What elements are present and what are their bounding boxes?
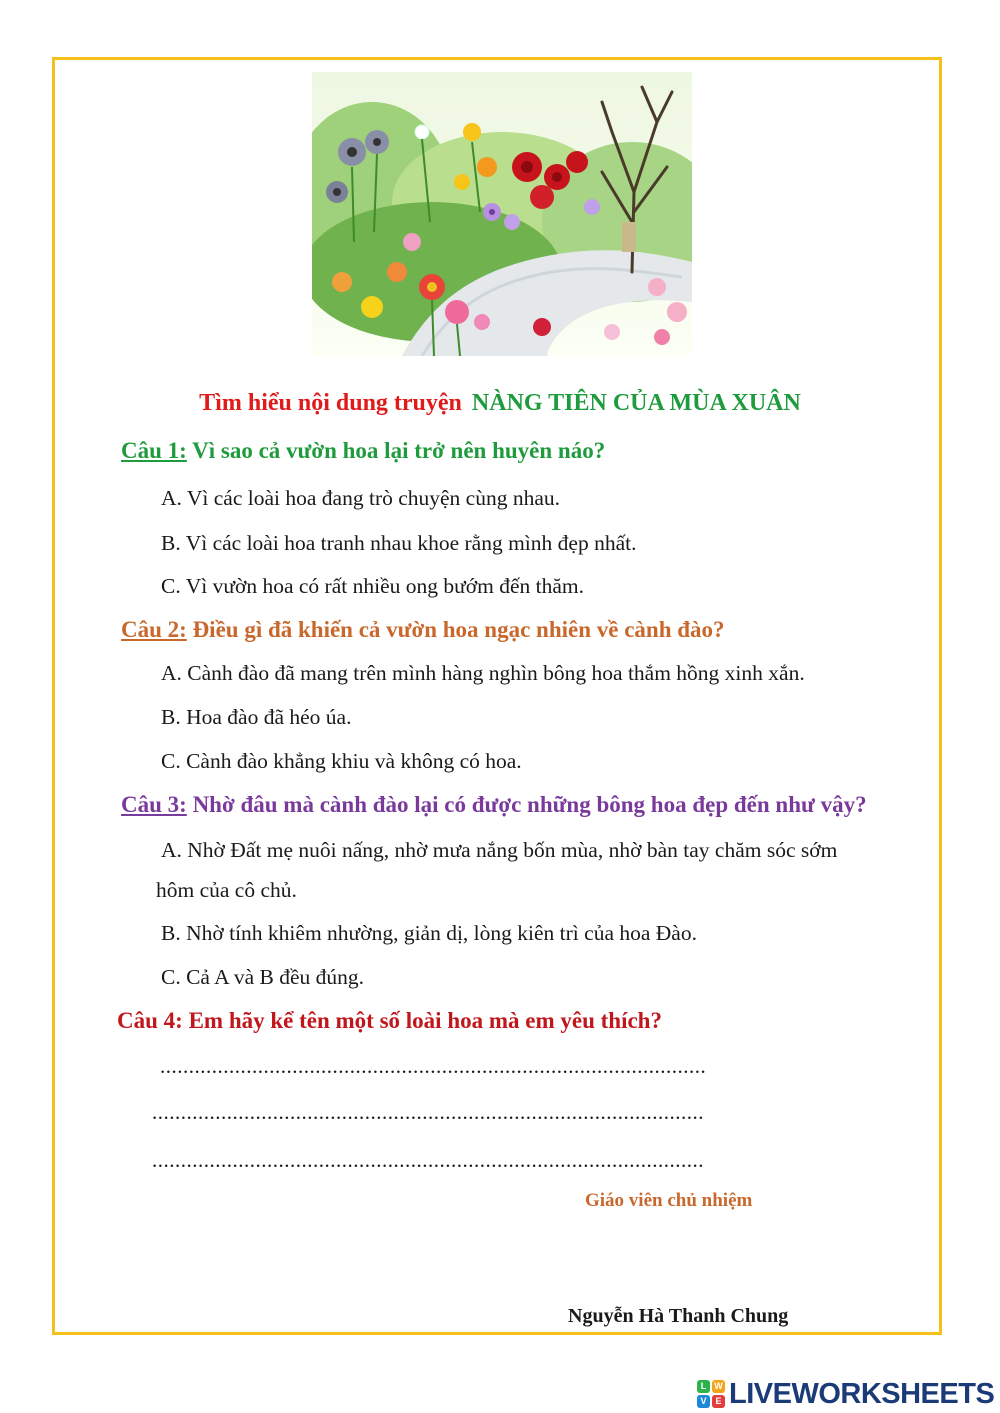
q2-option-b: B. Hoa đào đã héo úa. (161, 705, 352, 729)
liveworksheets-watermark (697, 1376, 994, 1412)
question-2-label: Câu 2: (121, 617, 187, 642)
teacher-role: Giáo viên chủ nhiệm (585, 1190, 753, 1211)
question-2 (121, 617, 725, 643)
liveworksheets-logo-icon: L W V E (697, 1380, 725, 1408)
answer-line-1[interactable]: ............................................................................................... (160, 1054, 707, 1078)
teacher-name: Nguyễn Hà Thanh Chung (568, 1305, 789, 1327)
answer-line-2[interactable]: ................................................................................................ (152, 1100, 704, 1124)
question-3-label: Câu 3: (121, 792, 187, 817)
question-3-text: Nhờ đâu mà cành đào lại có được những bông hoa đẹp đến như vậy? (186, 792, 867, 817)
question-2-text: Điều gì đã khiến cả vườn hoa ngạc nhiên về cành đào? (186, 617, 725, 642)
q1-option-b: B. Vì các loài hoa tranh nhau khoe rằng mình đẹp nhất. (161, 531, 637, 555)
liveworksheets-brand: LIVEWORKSHEETS (729, 1377, 995, 1410)
q1-option-a: A. Vì các loài hoa đang trò chuyện cùng nhau. (161, 486, 561, 510)
question-1 (121, 438, 605, 464)
q2-option-a: A. Cành đào đã mang trên mình hàng nghìn bông hoa thắm hồng xinh xắn. (161, 661, 805, 685)
question-1-text: Vì sao cả vườn hoa lại trở nên huyên náo? (186, 438, 606, 463)
q2-option-c: C. Cành đào khẳng khiu và không có hoa. (161, 749, 522, 773)
title-prefix: Tìm hiểu nội dung truyện (199, 390, 462, 416)
q1-option-c: C. Vì vườn hoa có rất nhiều ong bướm đến thăm. (161, 574, 585, 598)
question-4-label: Câu 4: (117, 1008, 183, 1033)
q3-option-c: C. Cả A và B đều đúng. (161, 965, 365, 989)
answer-line-3[interactable]: ................................................................................................ (152, 1148, 704, 1172)
q3-option-a: A. Nhờ Đất mẹ nuôi nấng, nhờ mưa nắng bốn mùa, nhờ bàn tay chăm sóc sớm (161, 838, 838, 862)
question-1-label: Câu 1: (121, 438, 187, 463)
q3-option-b: B. Nhờ tính khiêm nhường, giản dị, lòng kiên trì của hoa Đào. (161, 921, 697, 945)
question-4-text: Em hãy kể tên một số loài hoa mà em yêu thích? (182, 1008, 662, 1033)
q3-option-a-continued: hôm của cô chủ. (156, 878, 297, 902)
worksheet-title (0, 390, 1000, 417)
question-3 (121, 792, 867, 818)
garden-illustration (312, 72, 692, 356)
question-4 (117, 1008, 662, 1034)
story-title: NÀNG TIÊN CỦA MÙA XUÂN (471, 390, 801, 416)
